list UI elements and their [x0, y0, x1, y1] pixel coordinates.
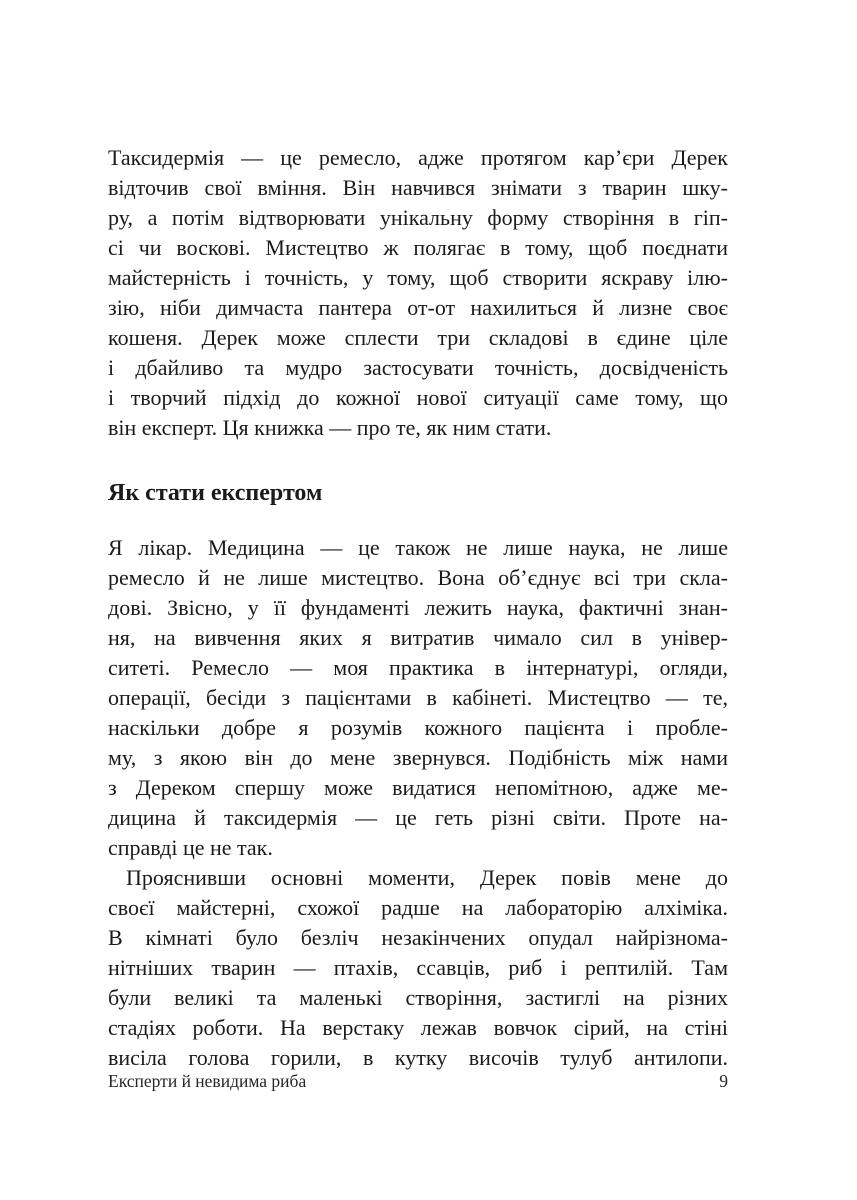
text-line: відточив свої вміння. Він навчився знімати з тварин шку-	[108, 175, 728, 200]
running-title: Експерти й невидима риба	[108, 1071, 307, 1091]
paragraph-2	[108, 533, 728, 863]
text-line: він експерт. Ця книжка — про те, як ним стати.	[108, 415, 552, 440]
text-line: ру, а потім відтворювати унікальну форму створіння в гіп-	[108, 205, 728, 230]
paragraph-1	[108, 143, 728, 443]
page-footer	[108, 1069, 728, 1093]
page-number: 9	[719, 1071, 728, 1091]
text-line: своєї майстерні, схожої радше на лабораторію алхіміка.	[108, 895, 728, 920]
text-line: Таксидермія — це ремесло, адже протягом кар’єри Дерек	[108, 145, 728, 170]
text-line: і дбайливо та мудро застосувати точність, досвідченість	[108, 355, 728, 380]
text-line: Прояснивши основні моменти, Дерек повів мене до	[126, 865, 728, 890]
text-line: стадіях роботи. На верстаку лежав вовчок сірий, на стіні	[108, 1015, 728, 1040]
text-line: були великі та маленькі створіння, застиглі на різних	[108, 985, 728, 1010]
text-line: кошеня. Дерек може сплести три складові в єдине ціле	[108, 325, 728, 350]
text-line: операції, бесіди з пацієнтами в кабінеті. Мистецтво — те,	[108, 685, 728, 710]
text-line: з Дереком спершу може видатися непомітною, адже ме-	[108, 775, 728, 800]
text-line: дові. Звісно, у її фундаменті лежить наука, фактичні знан-	[108, 595, 728, 620]
text-line: Я лікар. Медицина — це також не лише наука, не лише	[108, 535, 728, 560]
text-line: зію, ніби димчаста пантера от-от нахилиться й лизне своє	[108, 295, 728, 320]
text-line: висіла голова горили, в кутку височів тулуб антилопи.	[108, 1045, 728, 1070]
text-line: нітніших тварин — птахів, ссавців, риб і рептилій. Там	[108, 955, 728, 980]
text-line: дицина й таксидермія — це геть різні світи. Проте на-	[108, 805, 728, 830]
text-line: ситеті. Ремесло — моя практика в інтернатурі, огляди,	[108, 655, 728, 680]
page-text	[108, 143, 728, 1073]
text-line: В кімнаті було безліч незакінчених опудал найрізнома-	[108, 925, 728, 950]
text-line: сі чи воскові. Мистецтво ж полягає в тому, щоб поєднати	[108, 235, 728, 260]
section-heading: Як стати експертом	[108, 480, 323, 506]
text-line: справді це не так.	[108, 835, 273, 860]
text-line: му, з якою він до мене звернувся. Подібність між нами	[108, 745, 728, 770]
text-line: ня, на вивчення яких я витратив чимало сил в універ-	[108, 625, 728, 650]
text-line: наскільки добре я розумів кожного пацієнта і пробле-	[108, 715, 728, 740]
paragraph-3	[108, 863, 728, 1073]
text-line: ремесло й не лише мистецтво. Вона об’єднує всі три скла-	[108, 565, 728, 590]
text-line: майстерність і точність, у тому, щоб створити яскраву ілю-	[108, 265, 728, 290]
text-line: і творчий підхід до кожної нової ситуації саме тому, що	[108, 385, 728, 410]
